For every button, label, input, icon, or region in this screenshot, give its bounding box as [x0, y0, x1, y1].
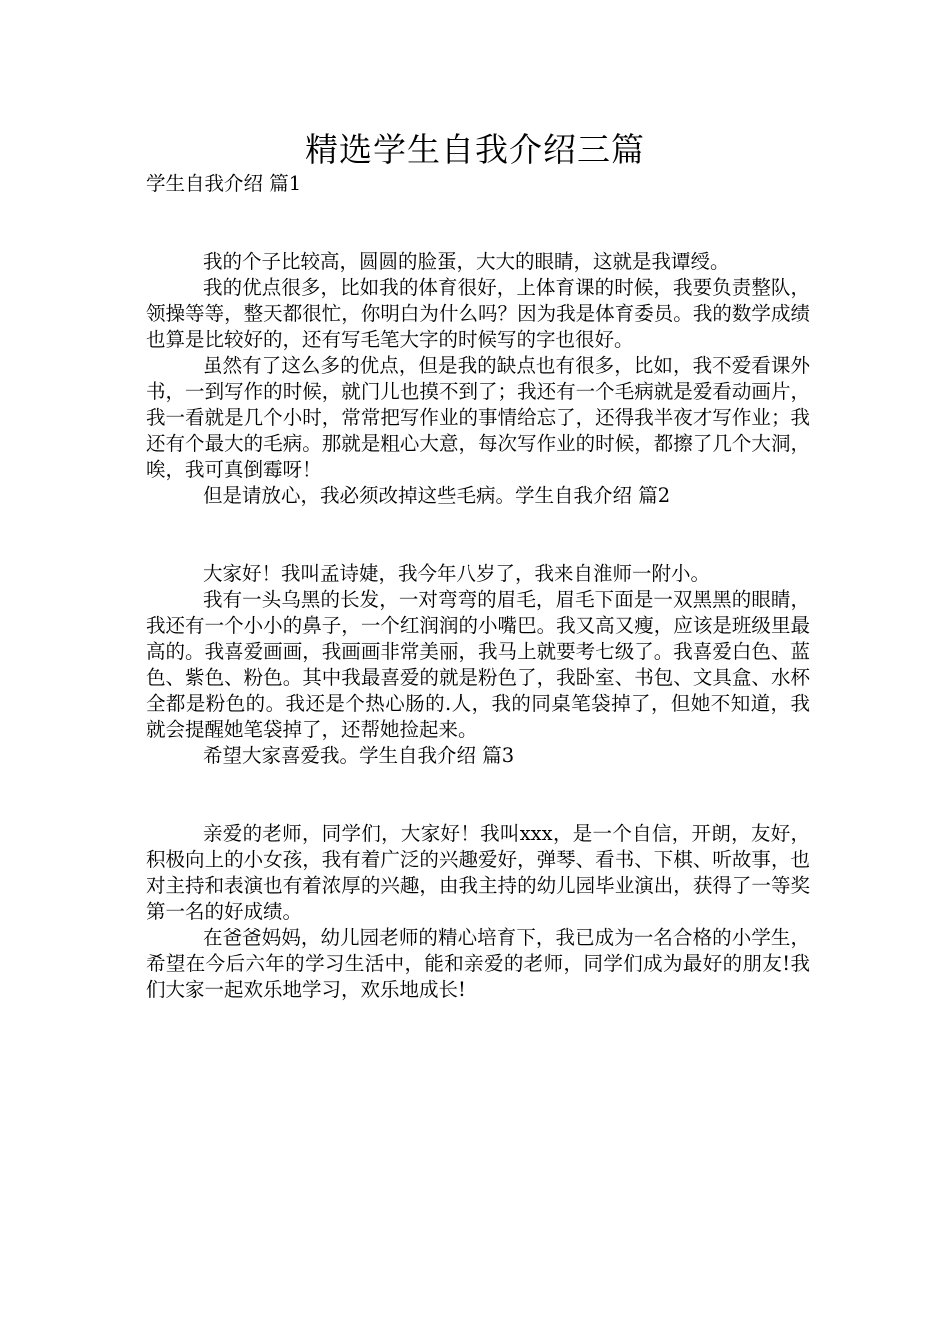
paragraph: 但是请放心，我必须改掉这些毛病。学生自我介绍 篇2 — [203, 484, 671, 507]
spacer — [146, 769, 810, 821]
section-heading-1: 学生自我介绍 篇1 — [146, 172, 302, 195]
spacer — [146, 197, 810, 249]
paragraph: 在爸爸妈妈，幼儿园老师的精心培育下，我已成为一名合格的小学生，希望在今后六年的学习生活中，能和亲爱的老师，同学们成为最好的朋友!我们大家一起欢乐地学习，欢乐地成长! — [146, 926, 810, 1001]
paragraph: 我有一头乌黑的长发，一对弯弯的眉毛，眉毛下面是一双黑黑的眼睛，我还有一个小小的鼻子，一个红润润的小嘴巴。我又高又瘦，应该是班级里最高的。我喜爱画画，我画画非常美丽，我马上就要考七级了。我喜爱白色、蓝色、紫色、粉色。其中我最喜爱的就是粉色了，我卧室、书包、文具盒、水杯全都是粉色的。我还是个热心肠的.人，我的同桌笔袋掉了，但她不知道，我就会提醒她笔袋掉了，还帮她捡起来。 — [146, 588, 810, 741]
document-title: 精选学生自我介绍三篇 — [305, 130, 645, 169]
paragraph: 我的优点很多，比如我的体育很好，上体育课的时候，我要负责整队，领操等等，整天都很忙，你明白为什么吗？因为我是体育委员。我的数学成绩也算是比较好的，还有写毛笔大字的时候写的字也很好。 — [146, 276, 810, 351]
paragraph: 虽然有了这么多的优点，但是我的缺点也有很多，比如，我不爱看课外书，一到写作的时候，就门儿也摸不到了；我还有一个毛病就是爱看动画片，我一看就是几个小时，常常把写作业的事情给忘了，还得我半夜才写作业；我还有个最大的毛病。那就是粗心大意，每次写作业的时候，都擦了几个大洞，唉，我可真倒霉呀！ — [146, 354, 810, 481]
paragraph: 希望大家喜爱我。学生自我介绍 篇3 — [203, 744, 515, 767]
paragraph: 大家好！我叫孟诗婕，我今年八岁了，我来自淮师一附小。 — [203, 562, 711, 585]
spacer — [146, 509, 810, 561]
paragraph: 亲爱的老师，同学们，大家好！我叫xxx，是一个自信，开朗，友好，积极向上的小女孩，我有着广泛的兴趣爱好，弹琴、看书、下棋、听故事，也对主持和表演也有着浓厚的兴趣，由我主持的幼儿园毕业演出，获得了一等奖第一名的好成绩。 — [146, 822, 810, 923]
paragraph: 我的个子比较高，圆圆的脸蛋，大大的眼睛，这就是我谭绶。 — [203, 250, 730, 273]
document-body — [146, 171, 810, 1003]
